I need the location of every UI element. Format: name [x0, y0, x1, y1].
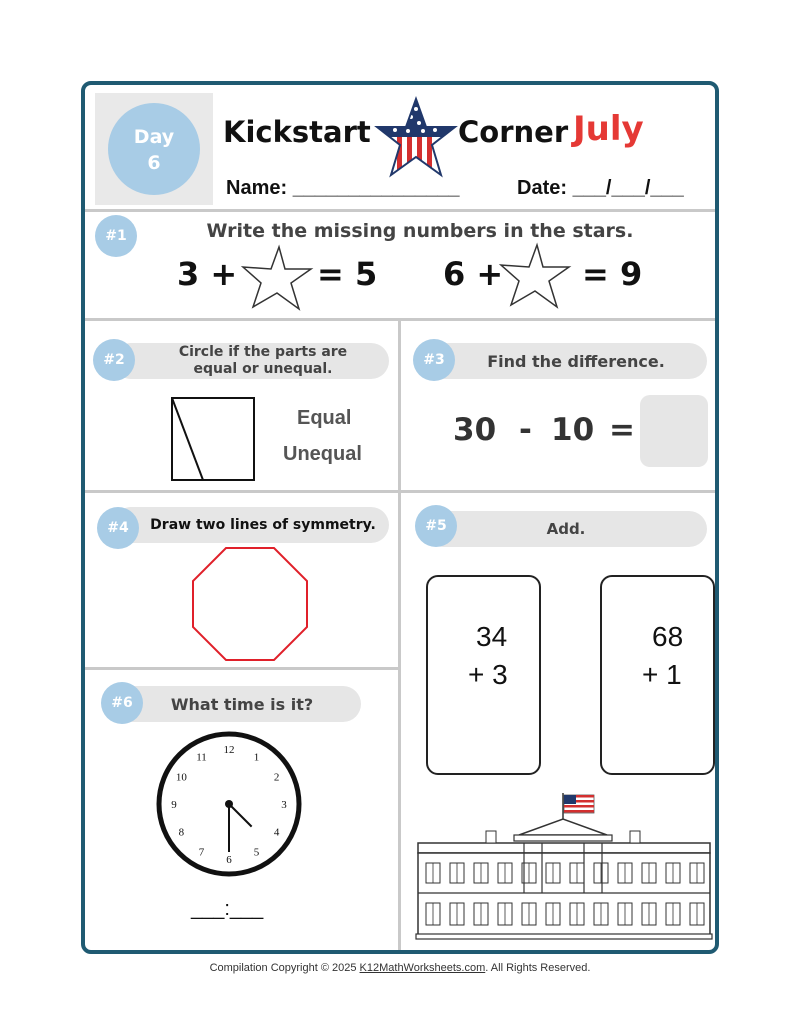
clock-number: 5: [253, 846, 260, 859]
q2-instruction-line2: equal or unequal.: [193, 361, 333, 377]
footer-prefix: Compilation Copyright © 2025: [209, 962, 360, 974]
title-month: July: [573, 109, 644, 149]
clock-number: 3: [281, 799, 287, 811]
option-unequal[interactable]: Unequal: [283, 443, 362, 465]
card1-bottom: + 3: [468, 659, 508, 690]
q6-instruction: What time is it?: [103, 686, 361, 722]
divider: [85, 209, 719, 212]
flag-star-icon: [375, 97, 457, 177]
date-field[interactable]: Date: ___/___/___: [517, 177, 684, 199]
divider: [85, 667, 401, 670]
q3-badge: #3: [413, 339, 455, 381]
divider: [85, 318, 719, 321]
white-house-icon: [414, 791, 714, 941]
clock-number: 2: [273, 771, 280, 784]
addition-card: [600, 575, 715, 775]
q3-b: 10: [551, 412, 595, 448]
q2-instruction: [113, 343, 389, 379]
q3-op: -: [519, 412, 532, 448]
q3-instruction: Find the difference.: [425, 343, 707, 379]
q4-badge: #4: [97, 507, 139, 549]
q1-badge: #1: [95, 215, 137, 257]
time-answer-blank[interactable]: ___:___: [191, 898, 264, 920]
footer: [0, 962, 800, 974]
card2-top: 68: [652, 621, 684, 652]
worksheet: [81, 81, 719, 954]
day-label: Day: [133, 126, 175, 148]
clock-icon: [155, 730, 303, 878]
option-equal[interactable]: Equal: [297, 407, 352, 429]
q6-badge: #6: [101, 682, 143, 724]
name-field[interactable]: Name: _______________: [226, 177, 460, 199]
clock-number: 6: [226, 854, 232, 866]
day-badge: [108, 103, 200, 195]
day-box: [95, 93, 213, 205]
title-corner: Corner: [458, 115, 569, 149]
q1-eq2-left: 6 +: [443, 255, 504, 293]
clock-number: 9: [171, 799, 177, 811]
q4-instruction: Draw two lines of symmetry.: [113, 507, 389, 543]
octagon-shape: [191, 546, 309, 662]
square-shape: [171, 397, 255, 481]
title-kickstart: Kickstart: [223, 115, 371, 149]
clock-number: 12: [223, 744, 235, 756]
q1-instruction: Write the missing numbers in the stars.: [206, 219, 634, 242]
q1-eq1-right: = 5: [317, 255, 378, 293]
clock-number: 7: [198, 846, 205, 859]
q3-a: 30: [453, 412, 497, 448]
clock-number: 10: [175, 771, 187, 784]
footer-link[interactable]: K12MathWorksheets.com: [359, 962, 486, 974]
clock-number: 11: [196, 751, 207, 764]
card2-bottom: + 1: [642, 659, 682, 690]
clock-number: 1: [253, 751, 260, 764]
footer-suffix: . All Rights Reserved.: [485, 962, 591, 974]
addition-card: [426, 575, 541, 775]
star-blank-icon[interactable]: [241, 245, 313, 311]
card1-top: 34: [476, 621, 508, 652]
q3-answer-box[interactable]: [640, 395, 708, 467]
q2-instruction-line1: Circle if the parts are: [178, 344, 348, 360]
q1-eq2-right: = 9: [582, 255, 643, 293]
divider: [398, 318, 401, 954]
clock-number: 8: [178, 826, 185, 839]
divider: [85, 490, 719, 493]
star-blank-icon[interactable]: [499, 243, 571, 309]
clock-number: 4: [273, 826, 280, 839]
day-number: 6: [147, 152, 161, 174]
q5-badge: #5: [415, 505, 457, 547]
q1-eq1-left: 3 +: [177, 255, 238, 293]
q2-badge: #2: [93, 339, 135, 381]
q3-eq: =: [609, 412, 635, 448]
q5-instruction: Add.: [425, 511, 707, 547]
